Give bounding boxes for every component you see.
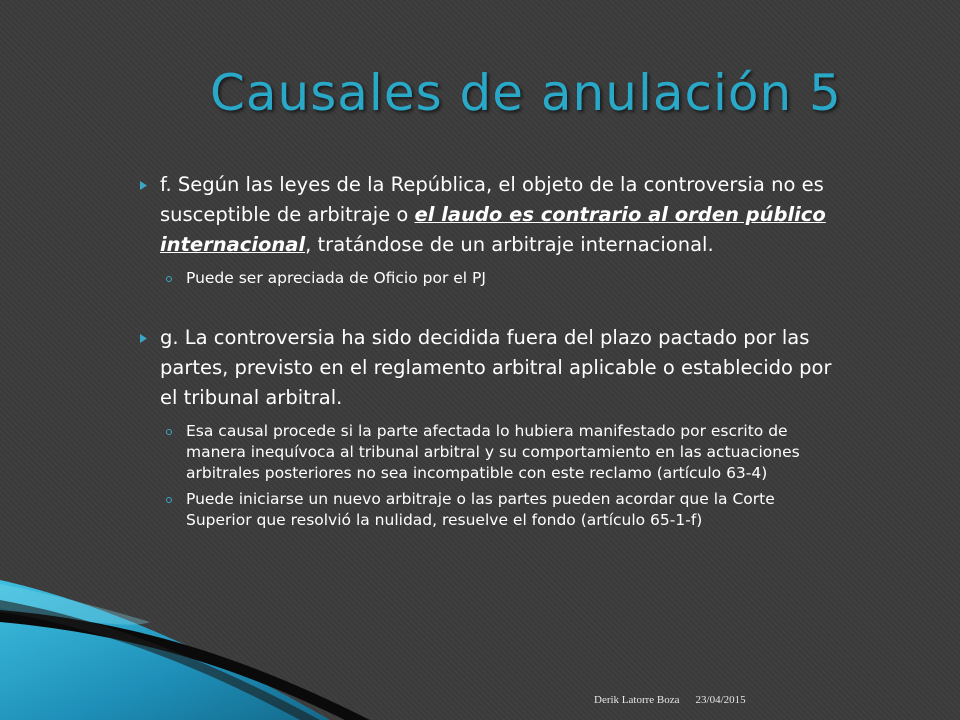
footer-date: 23/04/2015	[695, 694, 746, 706]
bullet-g-text: g. La controversia ha sido decidida fuera del plazo pactado por las partes, previsto en el reglamento arbitral aplicable o establecido por el tribunal arbitral.	[160, 326, 832, 409]
content-area	[138, 170, 838, 531]
bullet-f-text-end: , tratándose de un arbitraje internacional.	[305, 233, 714, 256]
sub-bullet-g-2-text: Puede iniciarse un nuevo arbitraje o las partes pueden acordar que la Corte Superior que resolvió la nulidad, resuelve el fondo (artículo 65-1-f)	[186, 490, 775, 529]
corner-wave-decoration	[0, 560, 960, 720]
sub-bullet-g-1-text: Esa causal procede si la parte afectada lo hubiera manifestado por escrito de manera inequívoca al tribunal arbitral y su comportamiento en las actuaciones arbitrales posteriores no sea incompatible con este reclamo (artículo 63-4)	[186, 422, 800, 482]
sub-bullet-g-1	[138, 421, 838, 484]
ring-bullet-icon	[166, 276, 172, 282]
ring-bullet-icon	[166, 497, 172, 503]
arrow-bullet-icon	[138, 323, 150, 353]
ring-bullet-icon	[166, 429, 172, 435]
sub-bullet-g-2	[138, 489, 838, 531]
bullet-g	[138, 323, 838, 413]
arrow-bullet-icon	[138, 170, 150, 200]
bullet-f	[138, 170, 838, 260]
bullet-f-text-start: f. Según las leyes de la República, el objeto de la controversia no es susceptible de arbitraje o	[160, 173, 824, 226]
sub-bullet-f-1	[138, 268, 838, 289]
slide-title: Causales de anulación 5	[210, 64, 842, 122]
sub-bullet-f-1-text: Puede ser apreciada de Oficio por el PJ	[186, 269, 486, 287]
footer-author: Derik Latorre Boza	[594, 694, 680, 706]
footer	[594, 694, 746, 706]
bullet-f-emphasis: el laudo es contrario al orden público internacional	[160, 203, 826, 256]
